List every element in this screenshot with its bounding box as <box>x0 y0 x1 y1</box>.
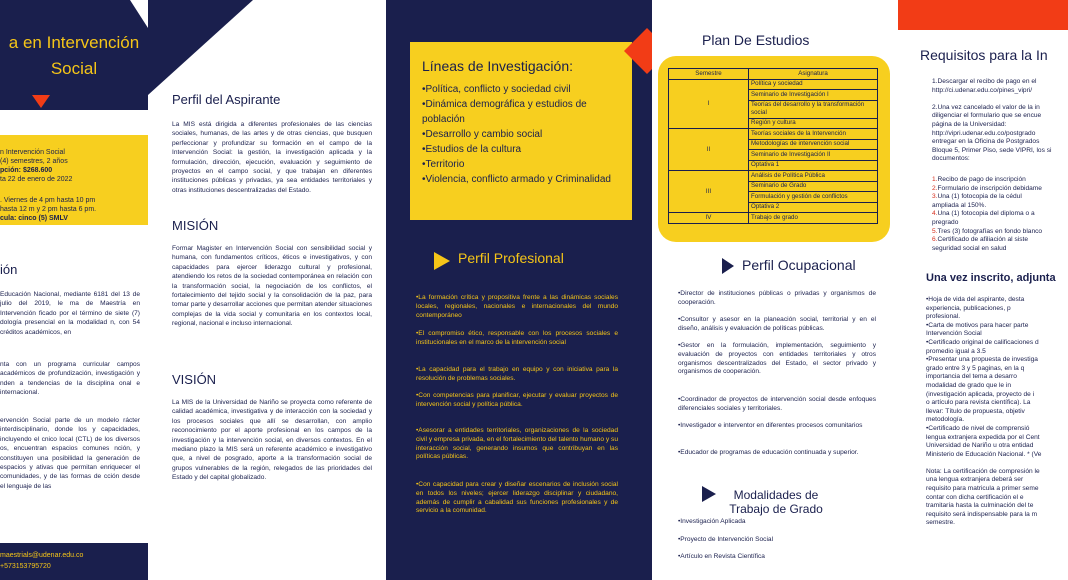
table-row <box>669 129 878 140</box>
perfil-profesional-heading: Perfil Profesional <box>458 250 564 266</box>
pp-item: •El compromiso ético, responsable con los procesos sociales e institucionales en el marco de la intervención social <box>416 330 618 346</box>
po-item: •Consultor y asesor en la planeación social, territorial y en el diseño, análisis y evaluación de políticas públicas. <box>678 316 876 332</box>
research-line: •Política, conflicto y sociedad civil <box>422 84 571 95</box>
semester-cell: III <box>669 171 749 213</box>
accreditation-text: Educación Nacional, mediante 6181 del 13 de julio del 2019, le ma de Maestría en Intervención ficado por el término de siete (7) dología presencial en la modalidad n, con 54 créditos académicos, en <box>0 291 140 336</box>
po-item: •Director de instituciones públicas o privadas y organismos de cooperación. <box>678 290 876 306</box>
modalidades-heading: Modalidades de Trabajo de Grado <box>729 488 823 516</box>
research-lines-title: Líneas de Investigación: <box>422 58 573 74</box>
table-row <box>669 79 878 90</box>
section-heading: ión <box>0 262 18 277</box>
research-line: •Dinámica demográfica y estudios de población <box>422 99 587 125</box>
column-header: Semestre <box>669 69 749 80</box>
requisitos-heading: Requisitos para la In <box>920 47 1048 63</box>
yellow-arrow-icon <box>434 252 450 270</box>
red-top-bar <box>898 0 1068 30</box>
subject-cell: Trabajo de grado <box>749 213 878 224</box>
schedule-info-text: . Viernes de 4 pm hasta 10 pm hasta 12 m y 2 pm hasta 6 pm. cula: cinco (5) SMLV <box>0 197 97 222</box>
subject-cell: Teorías del desarrollo y la transformación social <box>749 100 878 118</box>
subject-cell: Región y cultura <box>749 118 878 129</box>
research-line: •Violencia, conflicto armado y Criminalidad <box>422 174 611 185</box>
subject-cell: Metodologías de intervención social <box>749 139 878 150</box>
research-line: •Territorio <box>422 159 465 170</box>
mod-item: •Proyecto de Intervención Social <box>678 536 774 543</box>
navy-corner-triangle <box>148 0 386 100</box>
panel-profile <box>148 0 386 580</box>
po-item: •Coordinador de proyectos de intervención social desde enfoques diferenciales sociales y territoriales. <box>678 396 876 412</box>
mod-item: •Investigación Aplicada <box>678 518 746 525</box>
program-title: a en Intervención Social <box>8 33 140 78</box>
navy-arrow-icon <box>702 486 716 502</box>
pp-item: •La capacidad para el trabajo en equipo y con iniciativa para la resolución de problemas sociales. <box>416 366 618 382</box>
documents-list: 1.Recibo de pago de inscripción 2.Formulario de inscripción debidame 3.Una (1) fotocopia de la cédul ampliada al 150%. 4.Una (1) fotocopia del diploma o a pregrado 5.Tres (3) fotografías en fondo blanco 6.Certificado de afiliación al siste seguridad social en salud <box>932 176 1043 252</box>
subject-cell: Optativa 1 <box>749 160 878 171</box>
subject-cell: Seminario de Grado <box>749 181 878 192</box>
mision-text: Formar Magister en Intervención Social con sensibilidad social y humana, con fundamentos críticos, éticos e investigativos, y con capacidades para ejercer liderazgo cultural y profesional, atendiendo los retos de la sociedad contemporánea en relación con la transformación social, la negociación de los conflictos, el fortalecimiento del tejido social y la consolidación de la paz, para tomar parte y desarrollar acciones que permitan atender situaciones complejas de la vida social y comunitaria en los contextos local, regional, nacional e incluso internacional. <box>172 245 372 328</box>
subject-cell: Análisis de Política Pública <box>749 171 878 182</box>
perfil-aspirante-heading: Perfil del Aspirante <box>172 92 281 107</box>
subject-cell: Seminario de Investigación II <box>749 150 878 161</box>
perfil-aspirante-text: La MIS está dirigida a diferentes profesionales de las ciencias sociales, humanas, de las artes y de otras ciencias, que busquen perfeccionar y profundizar su formación en el campo de la Intervención Social: la gestión, la investigación aplicada y la formulación, dirección, ejecución, evaluación y seguimiento de proyectos en el campo social, y que trabajan en diferentes instituciones públicas y privadas, ya sea entidades territoriales y otras instituciones descentralizadas del Estado. <box>172 121 372 194</box>
research-lines-box <box>410 42 632 220</box>
curriculum-text: nta con un programa curricular campos académicos de profundización, investigación y nden a tendencias de la disciplina onal e internacional. <box>0 361 140 397</box>
model-text: ervención Social parte de un modelo rácter interdisciplinario, donde los y capacidades, incluyendo el cnico local (CTL) de los diversos os, encuentran espacios comunes nción, y constituyen una posibilidad la generación de espacios y ativas que permitan enriquecer el comunidades, y de las formas de cción desde el lenguaje de las <box>0 417 140 490</box>
semester-cell: II <box>669 129 749 171</box>
po-item: •Gestor en la formulación, implementación, seguimiento y evaluación de proyectos con entidades territoriales y otros organismos descentralizados del Estado, el sector privado y organismos de cooperación. <box>678 342 876 376</box>
table-header-row <box>669 69 878 80</box>
panel-research <box>386 0 652 580</box>
semester-cell: IV <box>669 213 749 224</box>
table-row <box>669 213 878 224</box>
panel-requirements <box>898 0 1068 580</box>
subject-cell: Teorías sociales de la Intervención <box>749 129 878 140</box>
research-line: •Desarrollo y cambio social <box>422 129 543 140</box>
perfil-ocupacional-heading: Perfil Ocupacional <box>722 257 856 274</box>
subject-cell: Seminario de Investigación I <box>749 90 878 101</box>
requirements-steps: 1.Descargar el recibo de pago en el http://ci.udenar.edu.co/pines_vipri/ 2.Una vez cancelado el valor de la in diligenciar el formulario que se encue página de la Universidad: http://vipri.udenar.edu.co/postgrado entregar en la Oficina de Postgrados Bloque 5, Primer Piso, sede VIPRI, los si documentos: <box>932 78 1068 164</box>
column-header: Asignatura <box>749 69 878 80</box>
attachments-list: •Hoja de vida del aspirante, desta experiencia, publicaciones, p profesional. •Carta de motivos para hacer parte Intervención Social •Certificado original de calificaciones d promedio igual a 3.5 •Presentar una propuesta de investiga grado entre 3 y 5 paginas, en la q importancia del tema a desarro modalidad de grado que le in (investigación aplicada, proyecto de i o artículo para revista científica). La llevar: Título de propuesta, objetiv metodología. •Certificado de nivel de comprensió lengua extranjera expedida por el Cent Universidad de Nariño u otra entidad Ministerio de Educación Nacional. * (Ve Nota: La certificación de compresión le una lengua extranjera deberá ser requisito para matricula a primer seme contar con dicha certificación el e tramitaría hasta la culminación del te requisito será indispensable para la m semestre. <box>926 296 1042 527</box>
panel-curriculum <box>652 0 898 580</box>
plan-estudios-table <box>668 68 878 224</box>
program-info-text: n Intervención Social (4) semestres, 2 años pción: $268.600 ta 22 de enero de 2022 <box>0 149 73 183</box>
vision-text: La MIS de la Universidad de Nariño se proyecta como referente de calidad académica, investigativa y de interacción con la sociedad y los procesos sociales que allí se desarrollan, con amplio reconocimiento por el aporte profesional en los campos de la investigación y la intervención social, en diversos contextos. En el mediano plazo la MIS será un referente académico e investigativo que, a nivel de posgrado, aporte a la transformación social de grupos vulnerables de la región, relegados de las prioridades del Estado y del capital globalizado. <box>172 399 372 482</box>
navy-arrow-icon <box>722 258 734 274</box>
pp-item: •La formación crítica y propositiva frente a las dinámicas sociales locales, regionales, nacionales e internacionales del mundo contemporáneo <box>416 294 618 319</box>
vision-heading: VISIÓN <box>172 372 217 387</box>
panel-overview <box>0 0 148 580</box>
semester-cell: I <box>669 79 749 129</box>
mision-heading: MISIÓN <box>172 218 219 233</box>
po-item: •Educador de programas de educación continuada y superior. <box>678 449 859 456</box>
subject-cell: Formulación y gestión de conflictos <box>749 192 878 203</box>
contact-email[interactable]: maestrials@udenar.edu.co <box>0 552 84 559</box>
po-item: •Investigador e interventor en diferentes procesos comunitarios <box>678 422 863 429</box>
contact-phone: +573153795720 <box>0 563 51 570</box>
mod-item: •Artículo en Revista Científica <box>678 553 765 560</box>
pp-item: •Con capacidad para crear y diseñar escenarios de inclusión social en todos los niveles; ejercer liderazgo disciplinar y ciudadano, además de cumplir a cabalidad sus funciones profesionales y de servicio a la comunidad. <box>416 481 618 515</box>
pp-item: •Con competencias para planificar, ejecutar y evaluar proyectos de intervención social y política pública. <box>416 392 618 408</box>
link[interactable]: http://ci.udenar.edu.co/pines_vipri/ <box>932 86 1033 94</box>
adjunta-heading: Una vez inscrito, adjunta <box>926 272 1056 284</box>
subject-cell: Optativa 2 <box>749 202 878 213</box>
plan-estudios-heading: Plan De Estudios <box>702 32 810 48</box>
red-diamond-icon <box>624 28 652 74</box>
subject-cell: Política y sociedad <box>749 79 878 90</box>
research-line: •Estudios de la cultura <box>422 144 522 155</box>
table-row <box>669 171 878 182</box>
contact-info <box>0 550 83 572</box>
link[interactable]: http://vipri.udenar.edu.co/postgrado <box>932 129 1036 137</box>
pp-item: •Asesorar a entidades territoriales, organizaciones de la sociedad civil y empresa privada, en el fortalecimiento del talento humano y su interacción social, generando insumos que contribuyan en las políticas públicas. <box>416 427 618 461</box>
